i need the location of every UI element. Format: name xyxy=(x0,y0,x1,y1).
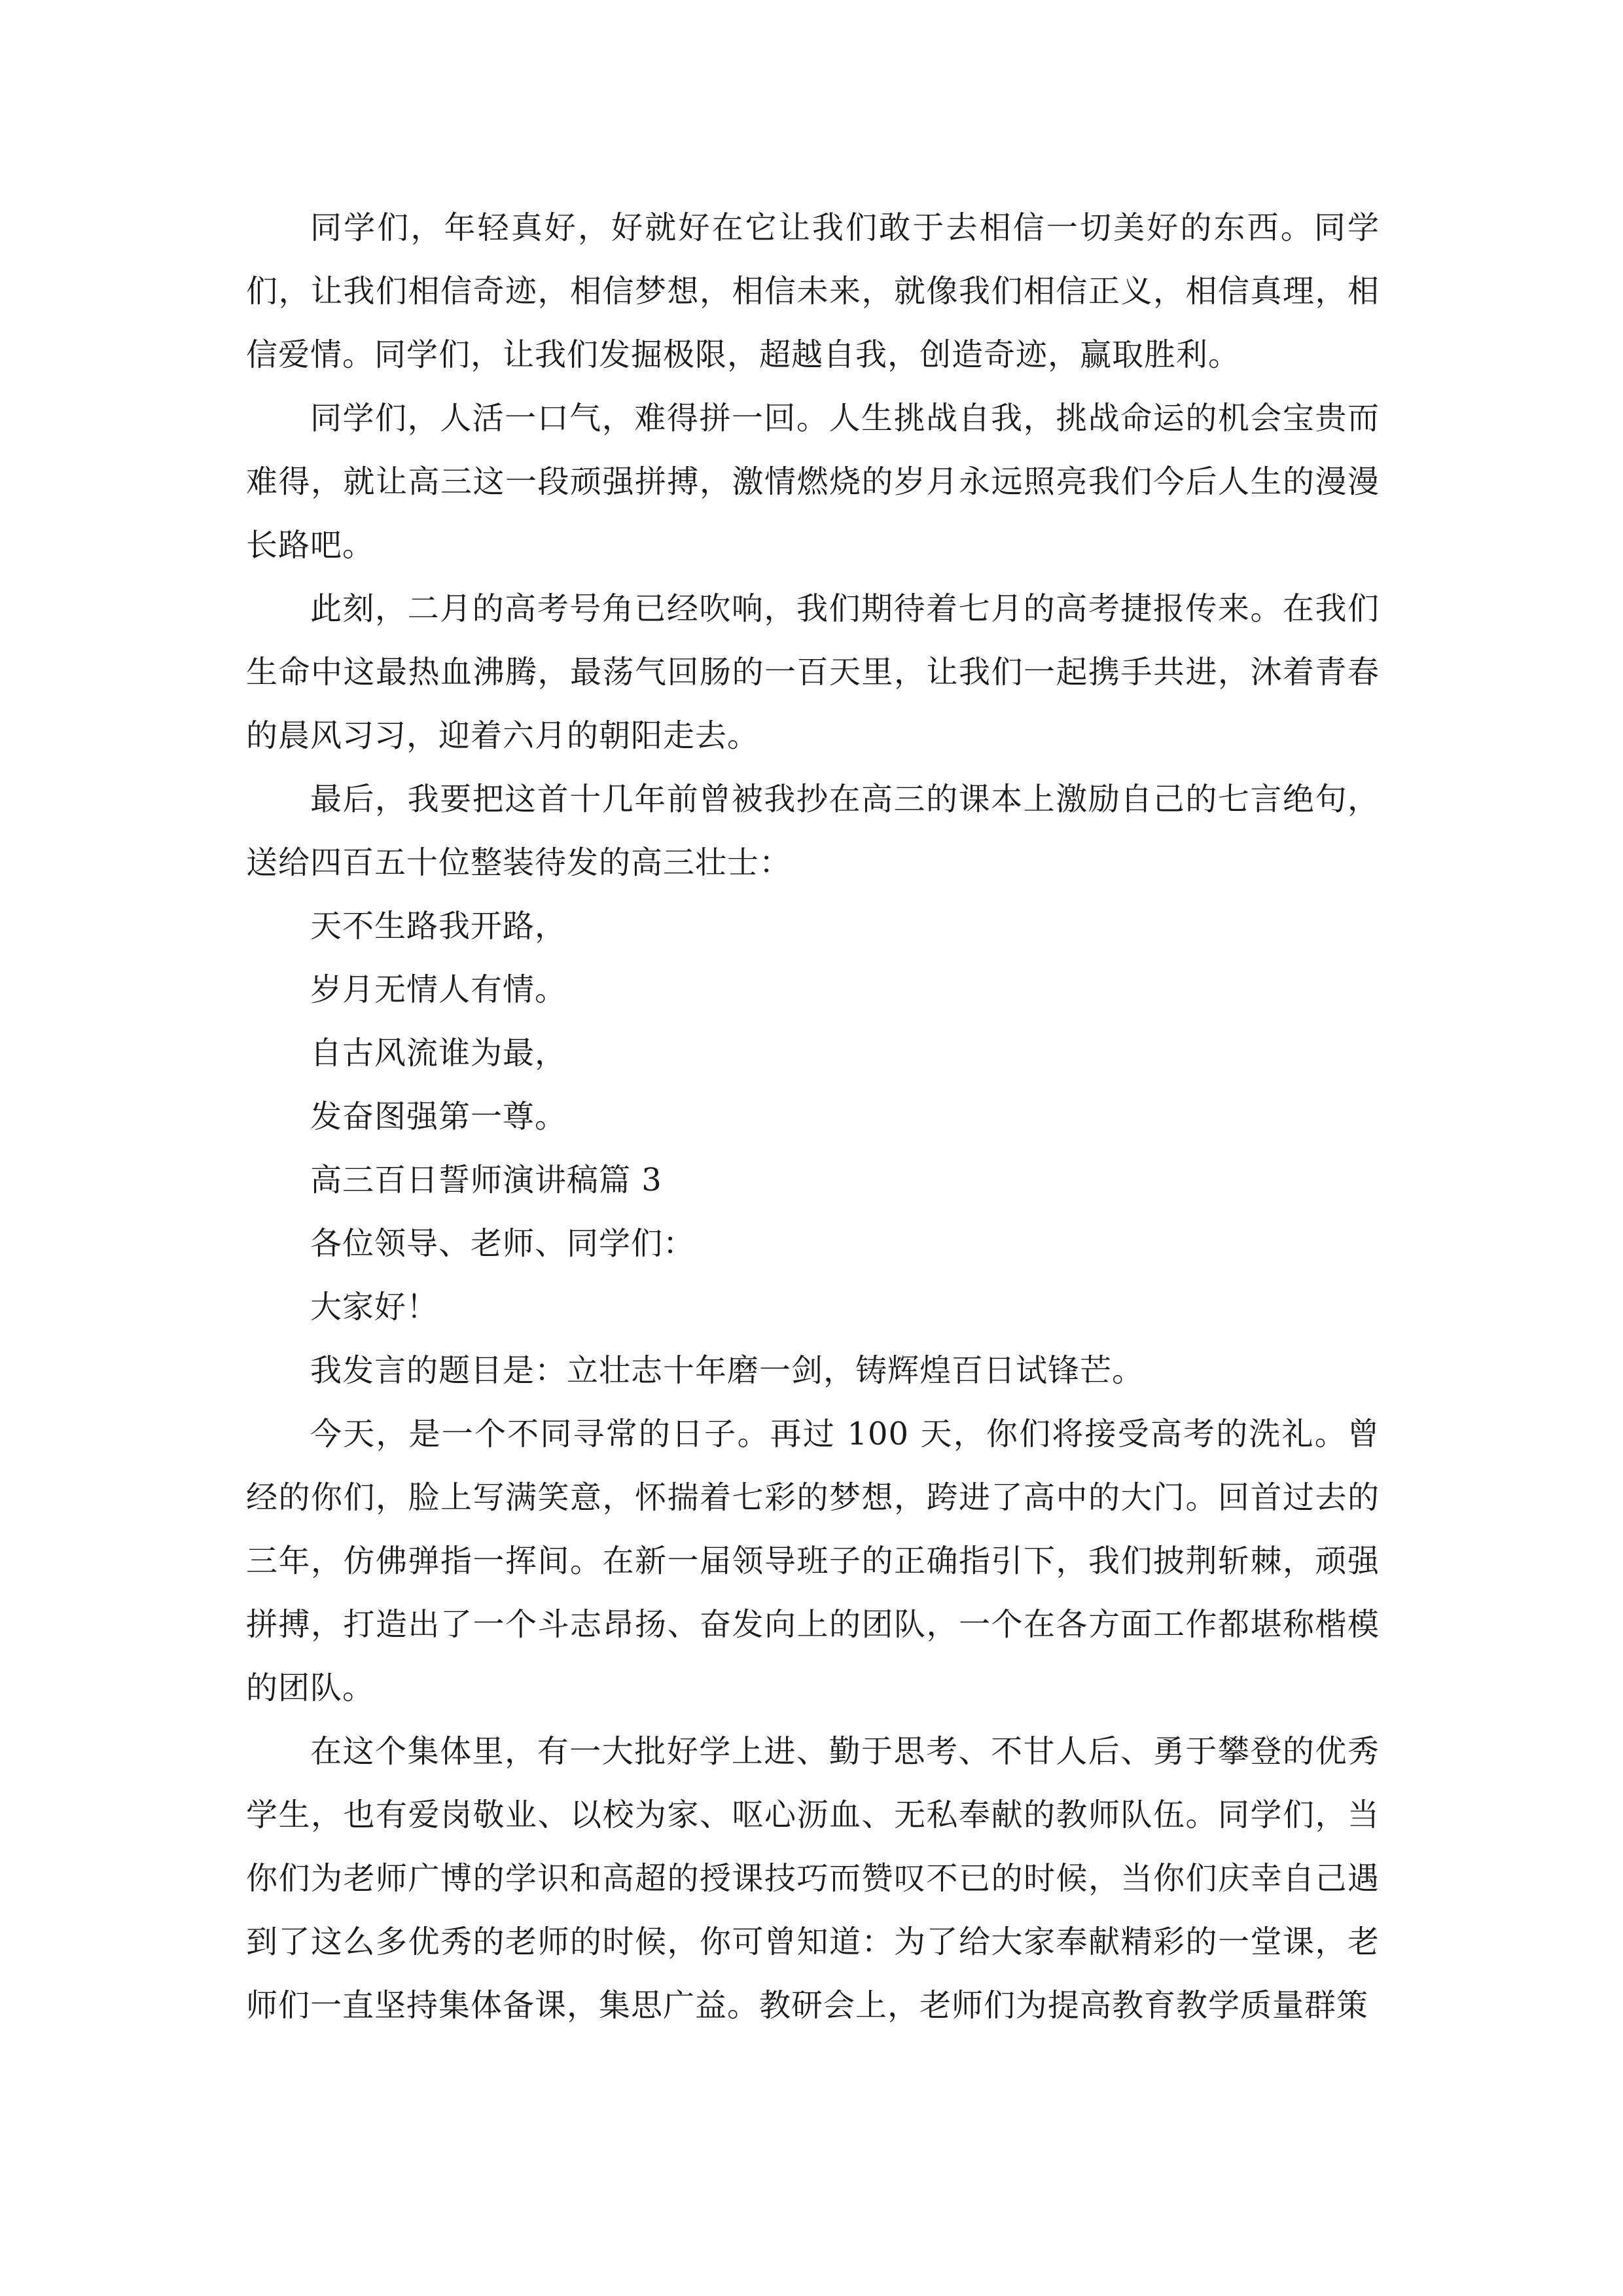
paragraph-moment: 此刻，二月的高考号角已经吹响，我们期待着七月的高考捷报传来。在我们生命中这最热血沸腾，最荡气回肠的一百天里，让我们一起携手共进，沐着青春的晨风习习，迎着六月的朝阳走去。 xyxy=(246,590,1380,754)
speech-topic: 我发言的题目是：立壮志十年磨一剑，铸辉煌百日试锋芒。 xyxy=(310,1352,1145,1389)
paragraph-today: 今天，是一个不同寻常的日子。再过 100 天，你们将接受高考的洗礼。曾经的你们，脸上写满笑意，怀揣着七彩的梦想，跨进了高中的大门。回首过去的三年，仿佛弹指一挥间。在新一届领导班子的正确指引下，我们披荆斩棘，顽强拼搏，打造出了一个斗志昂扬、奋发向上的团队，一个在各方面工作都堪称楷模的团队。 xyxy=(246,1416,1380,1706)
poem-line: 自古风流谁为最， xyxy=(310,1035,567,1071)
document-body xyxy=(246,196,1380,2037)
salutation: 各位领导、老师、同学们： xyxy=(310,1225,696,1262)
greeting: 大家好！ xyxy=(310,1289,439,1325)
section-title: 高三百日誓师演讲稿篇 3 xyxy=(310,1162,662,1198)
paragraph-collective: 在这个集体里，有一大批好学上进、勤于思考、不甘人后、勇于攀登的优秀学生，也有爱岗敬业、以校为家、呕心沥血、无私奉献的教师队伍。同学们，当你们为老师广博的学识和高超的授课技巧而赞叹不已的时候，当你们庆幸自己遇到了这么多优秀的老师的时候，你可曾知道：为了给大家奉献精彩的一堂课，老师们一直坚持集体备课，集思广益。教研会上，老师们为提高教育教学质量群策 xyxy=(246,1733,1380,2024)
poem-line: 岁月无情人有情。 xyxy=(310,971,567,1008)
paragraph-youth: 同学们，年轻真好，好就好在它让我们敢于去相信一切美好的东西。同学们，让我们相信奇迹，相信梦想，相信未来，就像我们相信正义，相信真理，相信爱情。同学们，让我们发掘极限，超越自我，创造奇迹，赢取胜利。 xyxy=(246,209,1380,373)
paragraph-finally: 最后，我要把这首十几年前曾被我抄在高三的课本上激励自己的七言绝句，送给四百五十位整装待发的高三壮士： xyxy=(246,781,1380,881)
paragraph-challenge: 同学们，人活一口气，难得拼一回。人生挑战自我，挑战命运的机会宝贵而难得，就让高三这一段顽强拼搏，激情燃烧的岁月永远照亮我们今后人生的漫漫长路吧。 xyxy=(246,400,1380,564)
poem-line: 发奋图强第一尊。 xyxy=(310,1098,567,1135)
poem-line: 天不生路我开路， xyxy=(310,908,567,944)
